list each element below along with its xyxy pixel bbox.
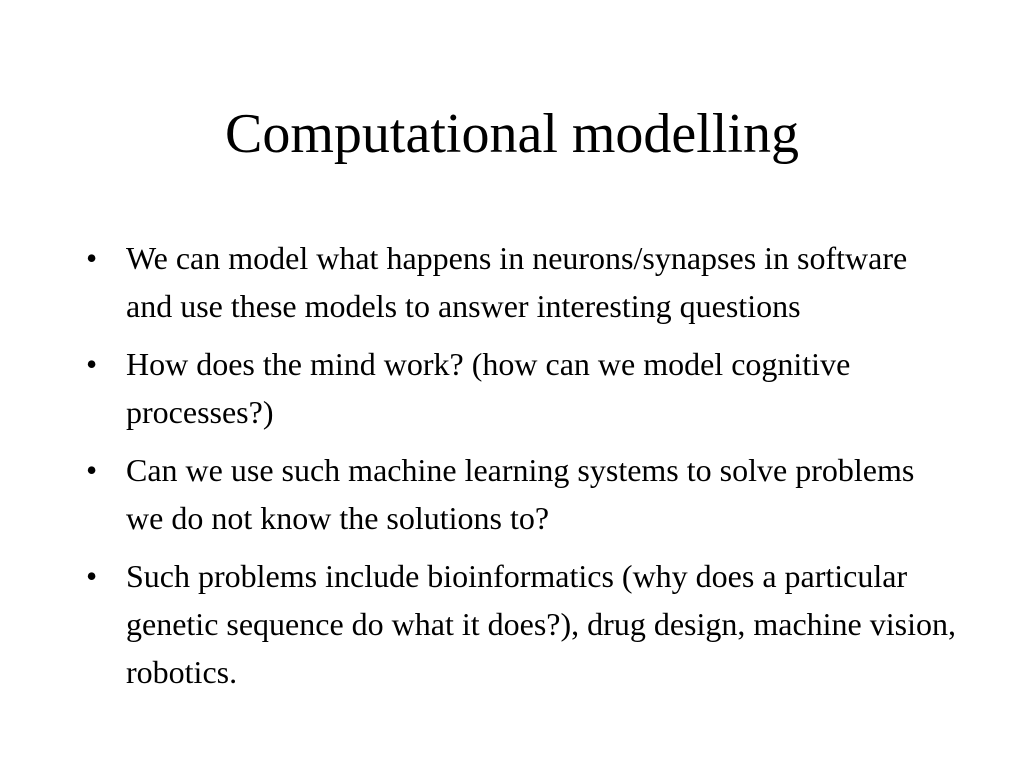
bullet-dot-icon: • — [86, 240, 98, 276]
bullet-text: Such problems include bioinformatics (why does a particular genetic sequence do what it does?), drug design, machine vision, robotics. — [126, 558, 956, 690]
bullet-text: How does the mind work? (how can we model cognitive processes?) — [126, 346, 851, 430]
bullet-text: We can model what happens in neurons/synapses in software and use these models to answer interesting questions — [126, 240, 908, 324]
bullet-item — [86, 552, 956, 696]
bullet-dot-icon: • — [86, 346, 98, 382]
bullet-dot-icon: • — [86, 558, 98, 594]
bullet-item — [86, 234, 956, 330]
slide-title: Computational modelling — [225, 103, 799, 165]
bullet-text: Can we use such machine learning systems to solve problems we do not know the solutions to? — [126, 452, 915, 536]
bullet-item — [86, 446, 956, 542]
bullet-item — [86, 340, 956, 436]
bullet-dot-icon: • — [86, 452, 98, 488]
bullet-list — [86, 234, 956, 706]
